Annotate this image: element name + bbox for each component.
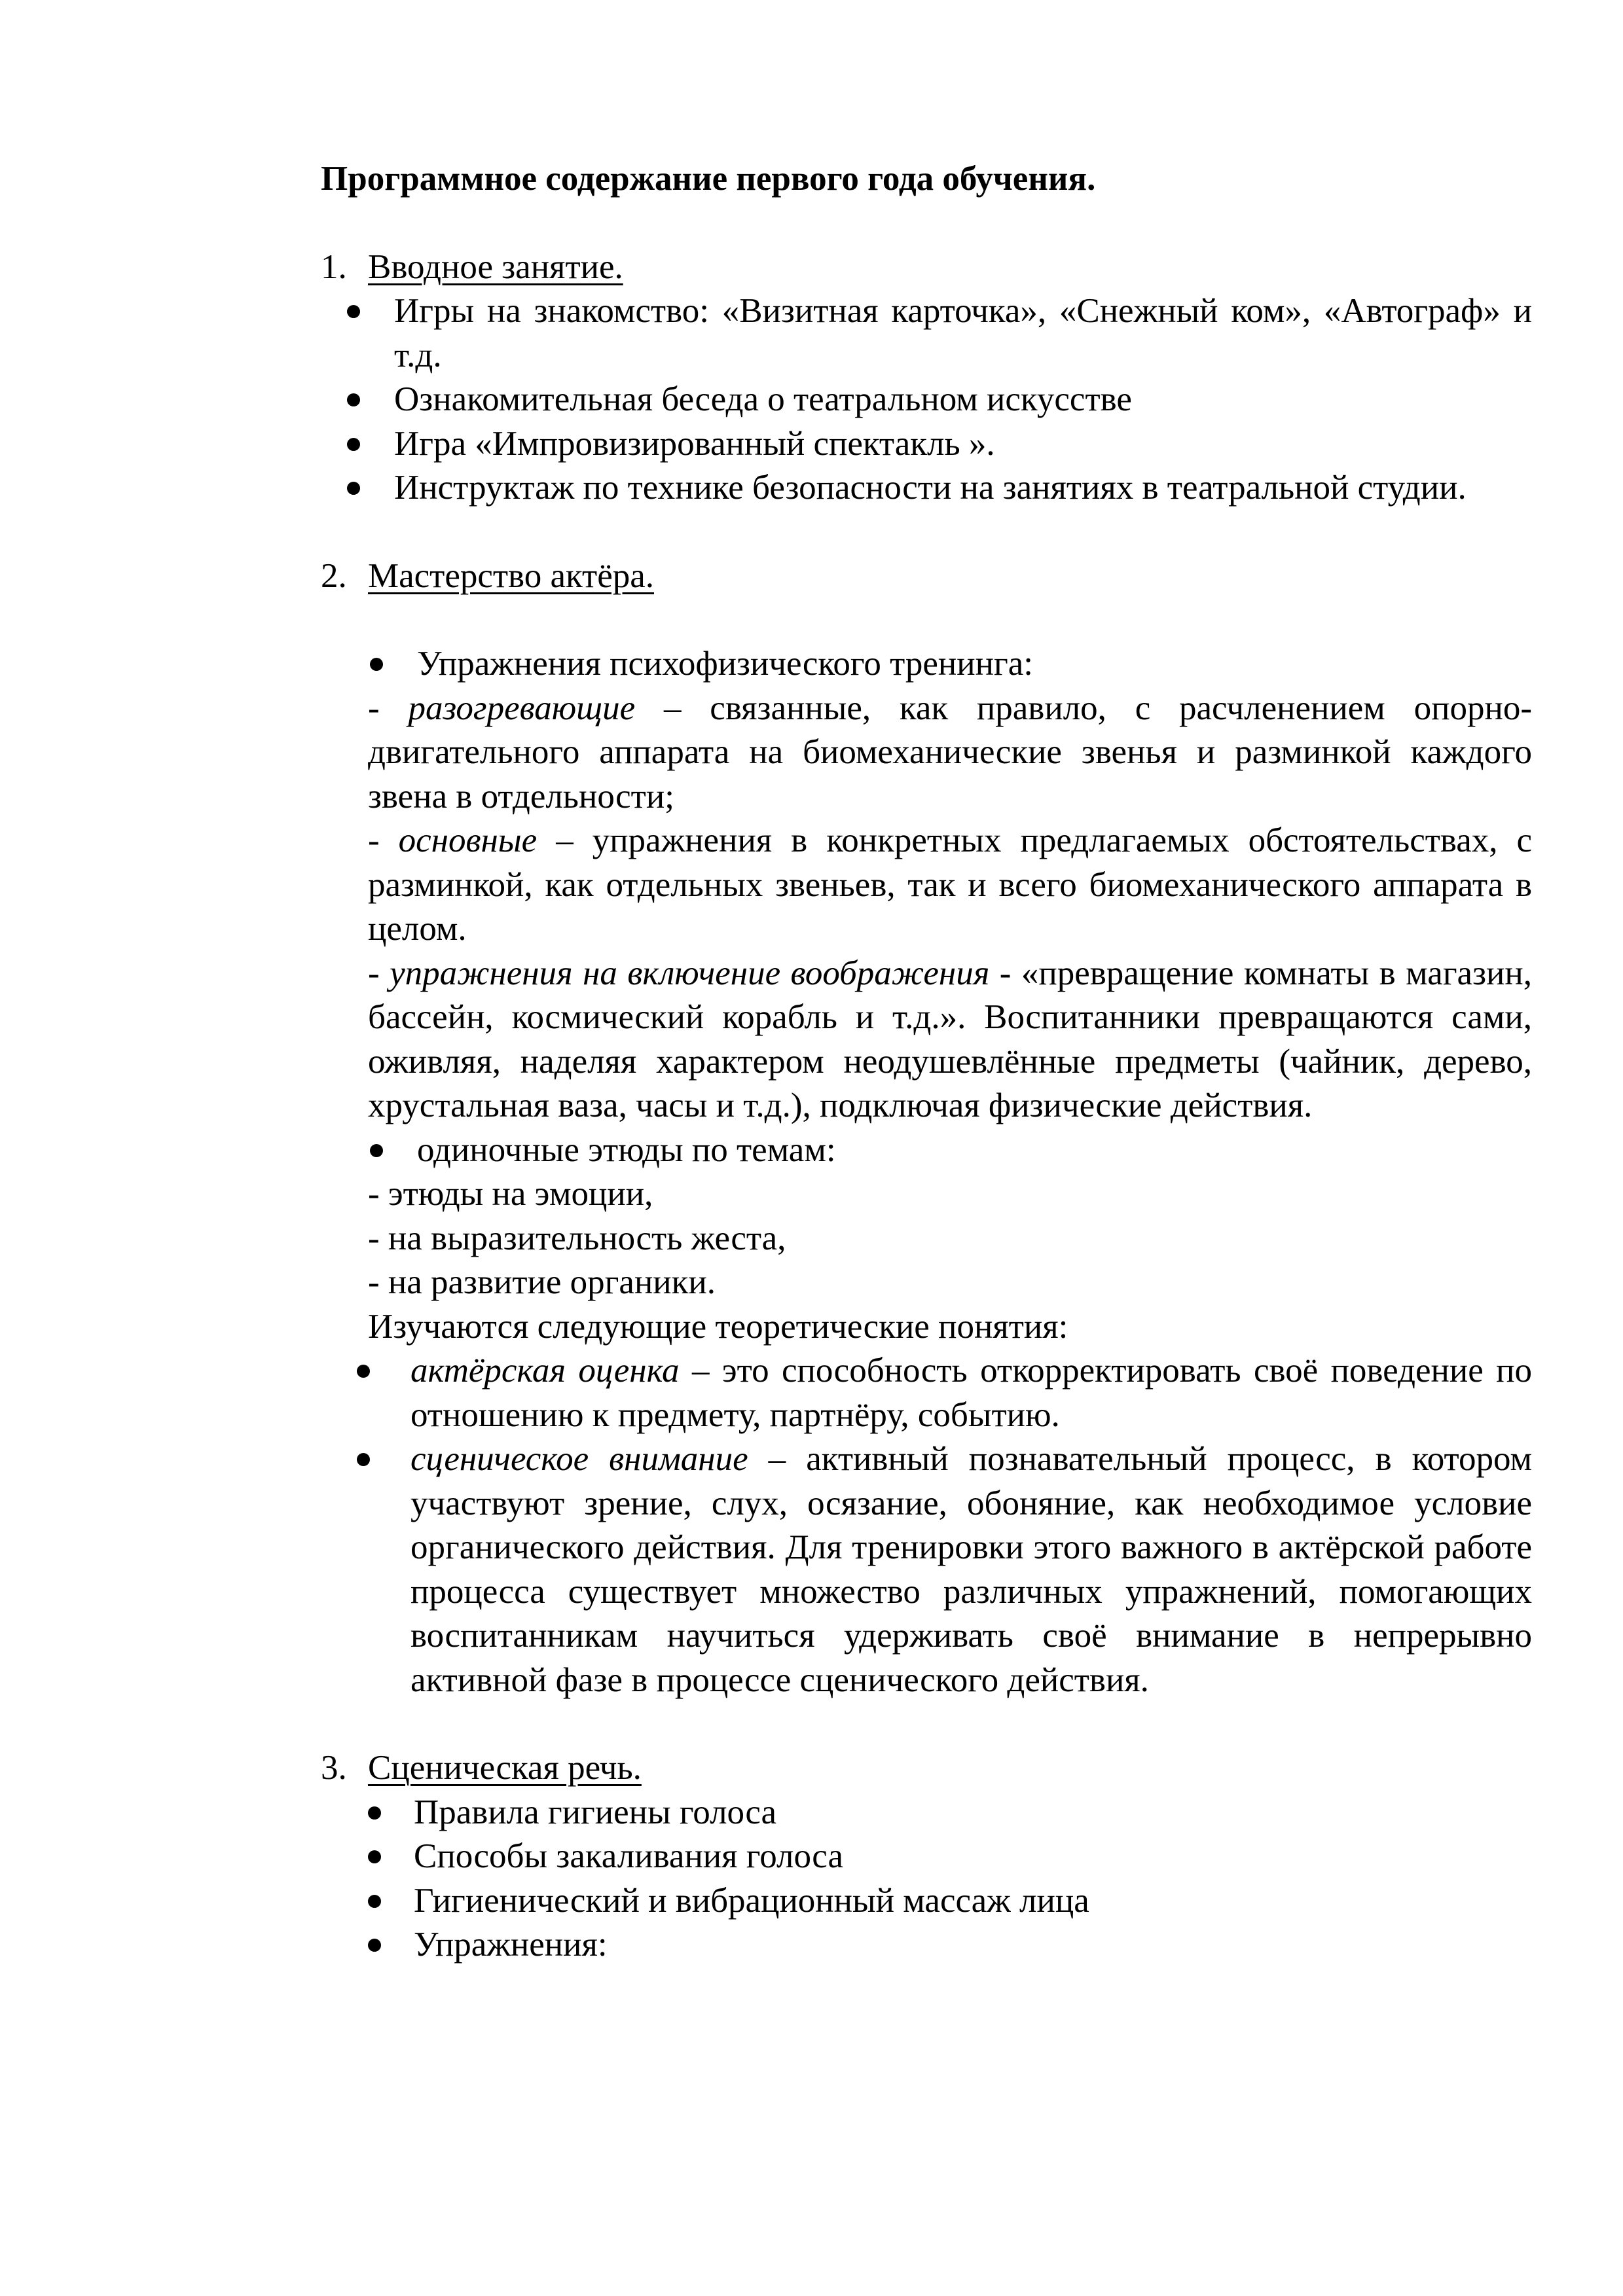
section-heading	[321, 245, 1532, 290]
list-item	[347, 422, 1532, 467]
paragraph-text: - «превращение комнаты в магазин, бассейн, космический корабль и т.д.». Воспитанники превращаются сами, оживляя, наделяя характером неодушевлённые предметы (чайник, дерево, хрустальная ваза, часы и т.д.), подключая физические действия.	[368, 954, 1532, 1124]
bullet-list	[321, 289, 1532, 511]
list-item-text: одиночные этюды по темам:	[417, 1130, 836, 1169]
dash-prefix: -	[368, 954, 390, 992]
dash-prefix: -	[368, 689, 409, 727]
list-item	[347, 289, 1532, 378]
spacer	[321, 598, 1532, 642]
concept-term: сценическое внимание	[410, 1440, 748, 1478]
list-item	[357, 1437, 1532, 1702]
list-item-text	[410, 1349, 1532, 1437]
etude-line: - этюды на эмоции,	[368, 1175, 653, 1213]
section-number: 2.	[321, 556, 347, 595]
section-title: Вводное занятие.	[368, 247, 623, 286]
list-item-text: Гигиенический и вибрационный массаж лица	[414, 1881, 1089, 1920]
paragraph-text: – связанные, как правило, с расчленением опорно-двигательного аппарата на биомеханические звенья и разминкой каждого звена в отдельности;	[368, 689, 1532, 816]
bullet-icon	[368, 1806, 381, 1820]
concept-term: актёрская оценка	[410, 1352, 680, 1390]
paragraph-text: – упражнения в конкретных предлагаемых обстоятельствах, с разминкой, как отдельных звеньев, так и всего биомеханического аппарата в целом.	[368, 821, 1532, 948]
bullet-icon	[370, 658, 383, 671]
concept-text: – активный познавательный процесс, в котором участвуют зрение, слух, осязание, обоняние, как необходимое условие органического действия. Для тренировки этого важного в актёрской работе процесса существует множество различных упражнений, помогающих воспитанникам научиться удерживать своё внимание в непрерывно активной фазе в процессе сценического действия.	[410, 1440, 1533, 1699]
bullet-icon	[347, 305, 360, 318]
bullet-icon	[357, 1365, 370, 1378]
bullet-icon	[370, 1144, 383, 1157]
list-item	[347, 466, 1532, 511]
list-item-text: Игра «Импровизированный спектакль ».	[394, 424, 995, 463]
bullet-icon	[368, 1895, 381, 1908]
section-heading	[321, 1746, 1532, 1791]
etude-line: - на развитие органики.	[368, 1263, 716, 1301]
bullet-list	[321, 1791, 1532, 1967]
section-introductory	[321, 245, 1532, 511]
bullet-icon	[368, 1939, 381, 1952]
list-item-text: Ознакомительная беседа о театральном искусстве	[394, 380, 1132, 418]
document-page	[321, 157, 1532, 1967]
paragraph-basic	[368, 819, 1532, 952]
list-item-exercises	[370, 642, 1532, 687]
paragraph-warmup	[368, 687, 1532, 819]
section-title: Сценическая речь.	[368, 1749, 642, 1787]
list-item-text	[410, 1437, 1532, 1702]
list-item-text: Способы закаливания голоса	[414, 1837, 843, 1875]
dash-prefix: -	[368, 821, 399, 859]
list-item-etudes	[370, 1128, 1532, 1173]
etude-line: - на выразительность жеста,	[368, 1219, 786, 1257]
section-title: Мастерство актёра.	[368, 556, 654, 595]
term-imagination: упражнения на включение воображения	[390, 954, 990, 992]
section-number: 1.	[321, 247, 347, 286]
section-heading	[321, 554, 1532, 599]
section-stage-speech	[321, 1746, 1532, 1967]
list-item	[368, 1791, 1532, 1835]
spacer	[321, 1702, 1532, 1746]
paragraph-imagination	[368, 952, 1532, 1128]
concept-list	[321, 1349, 1532, 1702]
list-item-text: Упражнения:	[414, 1926, 608, 1964]
list-item	[368, 1835, 1532, 1879]
bullet-icon	[347, 438, 360, 451]
list-item-text: Инструктаж по технике безопасности на занятиях в театральной студии.	[394, 469, 1467, 507]
theory-intro: Изучаются следующие теоретические понятия:	[368, 1307, 1068, 1346]
list-item	[357, 1349, 1532, 1437]
list-item	[368, 1923, 1532, 1967]
bullet-icon	[368, 1850, 381, 1863]
list-item	[347, 378, 1532, 422]
list-item	[368, 1879, 1532, 1924]
spacer	[321, 511, 1532, 554]
concept-text: – это способность откорректировать своё поведение по отношению к предмету, партнёру, событию.	[410, 1352, 1532, 1434]
bullet-icon	[347, 482, 360, 495]
section-number: 3.	[321, 1749, 347, 1787]
term-basic: основные	[398, 821, 538, 859]
bullet-icon	[357, 1453, 370, 1466]
list-item-text: Упражнения психофизического тренинга:	[417, 645, 1034, 683]
list-item-text: Правила гигиены голоса	[414, 1793, 777, 1831]
list-item-text: Игры на знакомство: «Визитная карточка», «Снежный ком», «Автограф» и т.д.	[394, 292, 1532, 374]
document-title: Программное содержание первого года обучения.	[321, 160, 1096, 198]
section-acting	[321, 554, 1532, 1703]
bullet-icon	[347, 393, 360, 406]
term-warmup: разогревающие	[408, 689, 636, 727]
